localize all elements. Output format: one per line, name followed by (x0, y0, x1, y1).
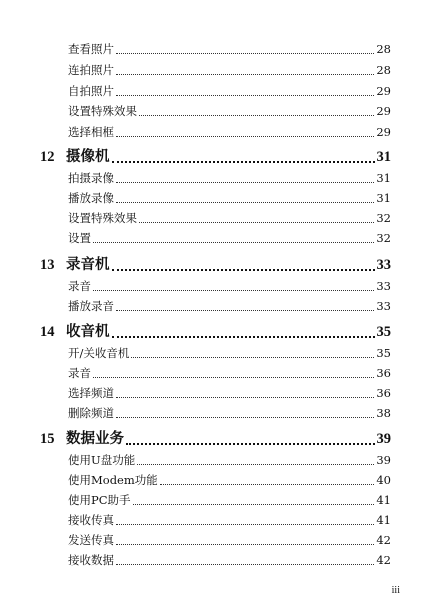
toc-entry[interactable] (68, 403, 391, 421)
chapter-number: 12 (40, 149, 55, 165)
chapter-page: 31 (376, 149, 391, 165)
entry-page: 33 (376, 279, 391, 293)
dot-leader (93, 289, 374, 291)
toc-entry[interactable] (68, 383, 391, 401)
entry-title: 连拍照片 (68, 63, 114, 77)
entry-title: 使用PC助手 (68, 493, 131, 507)
chapter-title: 数据业务 (66, 430, 124, 447)
entry-title: 使用Modem功能 (68, 473, 158, 487)
dot-leader (93, 241, 374, 243)
toc-entry[interactable] (68, 188, 391, 206)
entry-page: 38 (376, 406, 391, 420)
entry-title: 播放录音 (68, 299, 114, 313)
entry-title: 自拍照片 (68, 84, 114, 98)
entry-title: 删除频道 (68, 406, 114, 420)
dot-leader (116, 416, 374, 418)
entry-title: 发送传真 (68, 533, 114, 547)
toc-entry[interactable] (68, 168, 391, 186)
toc-chapter-14[interactable] (40, 320, 391, 342)
chapter-title: 摄像机 (66, 148, 110, 165)
toc-entry[interactable] (68, 490, 391, 508)
entry-page: 28 (376, 42, 391, 56)
chapter-title: 收音机 (66, 323, 110, 340)
entry-page: 36 (376, 366, 391, 380)
entry-page: 29 (376, 104, 391, 118)
toc-entry[interactable] (68, 122, 391, 140)
toc-chapter-15[interactable] (40, 427, 391, 449)
entry-page: 31 (376, 191, 391, 205)
entry-page: 31 (376, 171, 391, 185)
entry-page: 39 (376, 453, 391, 467)
dot-leader (160, 483, 375, 485)
chapter-page: 39 (376, 431, 391, 447)
chapter-number: 14 (40, 324, 55, 340)
toc-entry[interactable] (68, 530, 391, 548)
dot-leader (116, 73, 374, 75)
dot-leader (133, 503, 375, 505)
toc-entry[interactable] (68, 39, 391, 57)
toc-entry[interactable] (68, 363, 391, 381)
dot-leader (116, 135, 374, 137)
dot-leader (116, 523, 374, 525)
entry-page: 40 (376, 473, 391, 487)
toc-entry[interactable] (68, 450, 391, 468)
entry-title: 接收传真 (68, 513, 114, 527)
entry-title: 使用U盘功能 (68, 453, 136, 467)
dot-leader (116, 309, 374, 311)
entry-title: 设置特殊效果 (68, 104, 137, 118)
chapter-page: 35 (376, 324, 391, 340)
dot-leader (116, 396, 374, 398)
dot-leader (131, 356, 374, 358)
toc-entry[interactable] (68, 343, 391, 361)
entry-title: 开/关收音机 (68, 346, 130, 360)
dot-leader (139, 221, 374, 223)
dot-leader (116, 543, 374, 545)
toc-entry[interactable] (68, 81, 391, 99)
entry-title: 选择相框 (68, 125, 114, 139)
entry-page: 35 (376, 346, 391, 360)
entry-title: 录音 (68, 279, 91, 293)
entry-page: 33 (376, 299, 391, 313)
dot-leader (112, 268, 375, 271)
entry-page: 28 (376, 63, 391, 77)
entry-title: 接收数据 (68, 553, 114, 567)
page-number: iii (391, 585, 400, 596)
entry-page: 41 (376, 513, 391, 527)
entry-page: 29 (376, 125, 391, 139)
entry-title: 设置 (68, 231, 91, 245)
chapter-number: 13 (40, 257, 55, 273)
toc-entry[interactable] (68, 228, 391, 246)
entry-page: 32 (376, 211, 391, 225)
entry-title: 录音 (68, 366, 91, 380)
dot-leader (137, 463, 374, 465)
toc-entry[interactable] (68, 550, 391, 568)
entry-page: 32 (376, 231, 391, 245)
toc-chapter-12[interactable] (40, 145, 391, 167)
chapter-number: 15 (40, 431, 55, 447)
toc-entry[interactable] (68, 208, 391, 226)
dot-leader (116, 563, 374, 565)
entry-title: 选择频道 (68, 386, 114, 400)
toc-entry[interactable] (68, 510, 391, 528)
entry-page: 41 (376, 493, 391, 507)
toc-entry[interactable] (68, 101, 391, 119)
toc-chapter-13[interactable] (40, 253, 391, 275)
entry-page: 42 (376, 533, 391, 547)
dot-leader (93, 376, 374, 378)
entry-page: 36 (376, 386, 391, 400)
entry-title: 设置特殊效果 (68, 211, 137, 225)
dot-leader (116, 94, 374, 96)
entry-title: 拍摄录像 (68, 171, 114, 185)
dot-leader (126, 442, 375, 445)
entry-page: 42 (376, 553, 391, 567)
dot-leader (116, 201, 374, 203)
toc-entry[interactable] (68, 60, 391, 78)
dot-leader (139, 114, 374, 116)
dot-leader (116, 181, 374, 183)
entry-title: 查看照片 (68, 42, 114, 56)
entry-page: 29 (376, 84, 391, 98)
toc-entry[interactable] (68, 470, 391, 488)
entry-title: 播放录像 (68, 191, 114, 205)
dot-leader (112, 335, 375, 338)
toc-entry[interactable] (68, 296, 391, 314)
dot-leader (112, 160, 375, 163)
chapter-title: 录音机 (66, 256, 110, 273)
dot-leader (116, 52, 374, 54)
toc-entry[interactable] (68, 276, 391, 294)
chapter-page: 33 (376, 257, 391, 273)
